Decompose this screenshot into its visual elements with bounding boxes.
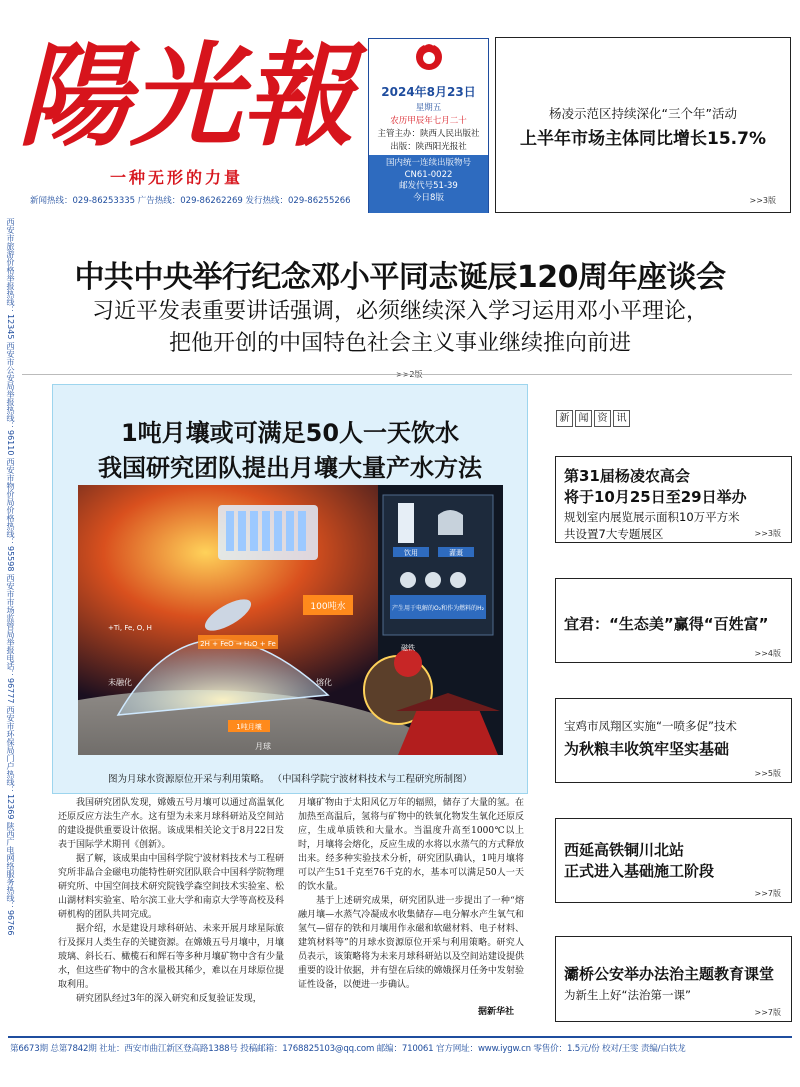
gas-tank-icon xyxy=(425,572,441,588)
news-subline: 共设置7大专题展区 xyxy=(564,527,664,541)
news-subline: 为新生上好“法治第一课” xyxy=(564,988,691,1002)
moon-water-illustration xyxy=(78,485,503,755)
news-page-ref: >>3版 xyxy=(754,529,781,538)
water-bottles-icon xyxy=(218,505,318,560)
issue-info-box xyxy=(368,38,489,213)
masthead-char-3: 報 xyxy=(242,31,348,162)
feature-body-col-1 xyxy=(58,796,284,1006)
footer-divider xyxy=(8,1036,792,1038)
top-teaser-headline: 上半年市场主体同比增长15.7% xyxy=(520,129,766,149)
masthead-char-1: 陽 xyxy=(18,31,124,162)
watering-can-icon xyxy=(438,510,463,535)
top-teaser-sub: 杨凌示范区持续深化“三个年”活动 xyxy=(549,106,737,121)
paragraph: 据介绍，水是建设月球科研站、未来开展月球星际旅行及探月人类生存的关键资源。在嫦娥五号月壤中，月壤玻璃、斜长石、橄榄石和辉石等多种月壤矿物中含有少量水，但这些矿物中的含水量极其稀少，难以在月球原位提取利用。 xyxy=(58,924,284,990)
paragraph: 月壤矿物由于太阳风亿万年的辐照，储存了大量的氢。在加热至高温后，氢将与矿物中的铁氧化物发生氧化还原反应，生成单质铁和大量水。当温度升高至1000℃以上时，月壤将会熔化，反应生成的水将以水蒸气的方式释放出来。经多种实验技术分析，研究团队确认，1吨月壤将可以产生51千克至76千克的水，基本可以满足50人一天的饮水量。 xyxy=(298,798,524,892)
news-item-yijun[interactable] xyxy=(555,578,792,663)
left-hotline-strip: 西安市旅游价格举报热线：12345 西安市公安局举报热线：96110 西安市物价局价格热线：95598 西安市市场监管局举报电话：96777 西安市环保局门户热线：12369 陕西广电网络服务热线：96766 xyxy=(6,218,15,936)
news-label-char: 资 xyxy=(594,410,611,427)
label-gas: 产生用于电解的O₂和作为燃料的H₂ xyxy=(391,605,485,612)
news-headline: 宜君：“生态美”赢得“百姓富” xyxy=(564,615,769,633)
issue-date: 2024年8月23日 xyxy=(381,85,476,99)
label-drink: 饮用 xyxy=(404,549,418,557)
top-teaser-page-ref: >>3版 xyxy=(749,196,776,205)
divider xyxy=(22,374,792,375)
news-headline: 灞桥公安举办法治主题教育课堂 xyxy=(564,965,775,983)
news-label-char: 闻 xyxy=(575,410,592,427)
issue-weekday: 星期五 xyxy=(415,103,442,113)
masthead-char-2: 光 xyxy=(130,31,236,162)
news-headline: 为秋粮丰收筑牢坚实基础 xyxy=(564,740,730,758)
label-moon: 月球 xyxy=(255,742,271,751)
label-unmelted: 未融化 xyxy=(108,678,132,687)
feature-source: 据新华社 xyxy=(478,1007,515,1017)
issue-publisher: 出版：陕西阳光报社 xyxy=(390,142,467,152)
magnet-icon xyxy=(394,649,422,677)
postal-code: 邮发代号51-39 xyxy=(399,181,458,191)
feature-title-2[interactable]: 我国研究团队提出月壤大量产水方法 xyxy=(98,454,482,482)
paragraph: 据了解，该成果由中国科学院宁波材料技术与工程研究所非晶合金磁电功能特性研究团队联合中国科学院物理研究所、中国空间技术研究院钱学森空间技术实验室、松山湖材料实验室、哈尔滨工业大学和南京大学等高校及科研机构的团队共同完成。 xyxy=(58,854,284,920)
lead-subhead-1: 习近平发表重要讲话强调，必须继续深入学习运用邓小平理论， xyxy=(91,299,708,324)
news-headline: 将于10月25日至29日举办 xyxy=(564,488,747,506)
page-count: 今日8版 xyxy=(413,192,444,203)
paragraph: 基于上述研究成果，研究团队进一步提出了一种“熔融月壤—水蒸气冷凝成水收集储存—电分解水产生氧气和氢气—留存的铁和月壤用作永磁和软磁材料、电子材料、建筑材料等”的月球水资源原位开采与利用策略。研究人员表示，该策略将为未来月球科研站以及空间站建设提供重要的设计依据，并有望在后续的嫦娥探月任务中发射验证性设备，以便进一步确认。 xyxy=(298,896,524,990)
gas-tank-icon xyxy=(450,572,466,588)
masthead-slogan: 一种无形的力量 xyxy=(110,168,244,187)
paragraph: 我国研究团队发现，嫦娥五号月壤可以通过高温氧化还原反应方法生产水。这有望为未来月球科研站及空间站的建设提供重要设计依据。该成果相关论文于8月22日发表于国际学术期刊《创新》。 xyxy=(58,798,284,850)
lead-headline[interactable]: 中共中央举行纪念邓小平同志诞辰120周年座谈会 xyxy=(74,260,726,295)
news-page-ref: >>4版 xyxy=(754,649,781,658)
news-section-label xyxy=(556,410,632,427)
news-headline: 西延高铁铜川北站 xyxy=(564,841,685,859)
news-item-nonghaohui[interactable] xyxy=(555,456,792,543)
news-item-fengxiang[interactable] xyxy=(555,698,792,783)
feature-body-col-2 xyxy=(298,796,524,992)
issue-sponsor: 主管主办：陕西人民出版社 xyxy=(377,129,480,139)
feature-title-1[interactable]: 1吨月壤或可满足50人一天饮水 xyxy=(120,419,460,447)
cn-number: CN61-0022 xyxy=(404,169,453,180)
issue-lunar-date: 农历甲辰年七月二十 xyxy=(390,116,467,126)
masthead-logo xyxy=(18,22,358,172)
news-headline: 第31届杨凌农高会 xyxy=(564,467,690,485)
news-label-char: 新 xyxy=(556,410,573,427)
footer-info: 第6673期 总第7842期 社址：西安市曲江新区登高路1388号 投稿邮箱：1768825103@qq.com 邮编：710061 官方网址：www.iygw.cn 零售价：1.5元/份 校对/王雯 责编/白铁龙 xyxy=(10,1044,686,1054)
label-reaction: 2H + FeO → H₂O + Fe xyxy=(200,640,276,648)
news-subline: 宝鸡市凤翔区实施“一喷多促”技术 xyxy=(564,719,737,733)
label-moon-soil: 1吨月壤 xyxy=(236,723,262,731)
news-headline: 正式进入基础施工阶段 xyxy=(564,862,715,880)
hotlines: 新闻热线：029-86253335 广告热线：029-86262269 发行热线：029-86255266 xyxy=(30,196,351,206)
top-teaser-box[interactable] xyxy=(495,37,791,213)
news-page-ref: >>5版 xyxy=(754,769,781,778)
label-melted: 熔化 xyxy=(316,678,332,687)
label-magnet: 磁铁 xyxy=(401,644,415,652)
news-page-ref: >>7版 xyxy=(754,1008,781,1017)
news-label-char: 讯 xyxy=(613,410,630,427)
label-elements: +Ti, Fe, O, H xyxy=(108,624,152,632)
news-page-ref: >>7版 xyxy=(754,889,781,898)
newspaper-emblem-icon xyxy=(414,41,444,71)
issue-registration-band xyxy=(369,155,488,213)
news-item-baqiao-police[interactable] xyxy=(555,936,792,1022)
feature-box xyxy=(52,384,528,794)
cn-label: 国内统一连续出版物号 xyxy=(385,158,471,168)
gas-tank-icon xyxy=(400,572,416,588)
paragraph: 研究团队经过3年的深入研究和反复验证发现， xyxy=(76,994,262,1004)
feature-illustration xyxy=(78,485,503,755)
news-item-xiyan-railway[interactable] xyxy=(555,818,792,903)
feature-caption: 图为月球水资源原位开采与利用策略。 （中国科学院宁波材料技术与工程研究所制图） xyxy=(107,774,473,785)
dispenser-icon xyxy=(398,503,414,543)
label-plant: 灌溉 xyxy=(449,549,463,557)
news-subline: 规划室内展览展示面积10万平方米 xyxy=(564,510,740,524)
lead-subhead-2: 把他开创的中国特色社会主义事业继续推向前进 xyxy=(168,331,631,356)
label-water: 100吨水 xyxy=(310,602,346,612)
